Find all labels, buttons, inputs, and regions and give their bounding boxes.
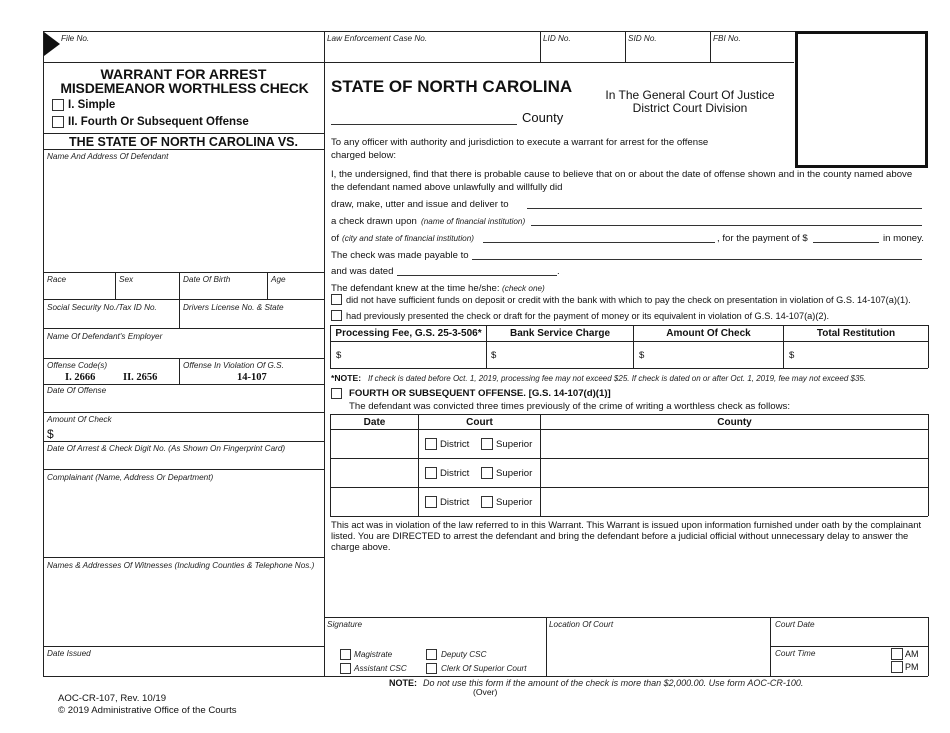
clerk-superior-checkbox[interactable] [426, 663, 437, 674]
fee-note-label: *NOTE: [331, 373, 362, 383]
offense-gs-label: Offense In Violation Of G.S. [183, 361, 284, 370]
date-offense-label: Date Of Offense [47, 386, 107, 395]
conv1-superior-checkbox[interactable] [481, 438, 493, 450]
magistrate-checkbox[interactable] [340, 649, 351, 660]
payment-text: , for the payment of $ [717, 233, 808, 244]
conv-header-court: Court [466, 417, 493, 428]
in-money-text: in money. [883, 233, 924, 244]
finding-line2: the defendant named above unlawfully and willfully did [331, 182, 563, 193]
check-one-hint: (check one) [502, 284, 545, 293]
court-line1: In The General Court Of Justice [605, 88, 775, 102]
pm-checkbox[interactable] [891, 661, 903, 673]
fourth-offense-label: II. Fourth Or Subsequent Offense [68, 116, 249, 128]
conv-header-date: Date [363, 417, 386, 428]
age-label: Age [271, 275, 286, 284]
name-address-label: Name And Address Of Defendant [47, 152, 169, 161]
dated-line[interactable] [397, 275, 557, 276]
offense-gs-value: 14-107 [237, 372, 267, 383]
fee-header-amount: Amount Of Check [666, 328, 751, 339]
of-text: of [331, 233, 340, 244]
fbi-no-label: FBI No. [713, 34, 741, 43]
lid-no-label: LID No. [543, 34, 571, 43]
conv1-district-checkbox[interactable] [425, 438, 437, 450]
court-line2: District Court Division [632, 101, 748, 115]
knew-text: The defendant knew at the time he/she: [331, 283, 500, 294]
county-label: County [522, 110, 564, 125]
fourth-offense-checkbox[interactable] [52, 116, 64, 128]
fee-total-value[interactable]: $ [789, 350, 795, 361]
copyright: © 2019 Administrative Office of the Courts [58, 705, 237, 716]
county-line[interactable] [331, 124, 517, 125]
conv3-superior-label: Superior [496, 497, 533, 508]
am-checkbox[interactable] [891, 648, 903, 660]
conv3-district-checkbox[interactable] [425, 496, 437, 508]
fee-processing-value[interactable]: $ [336, 350, 342, 361]
to-officer-line1: To any officer with authority and jurisdiction to execute a warrant for arrest for the offense [331, 137, 709, 148]
witnesses-label: Names & Addresses Of Witnesses (Including Counties & Telephone Nos.) [47, 561, 315, 570]
conv2-superior-label: Superior [496, 468, 533, 479]
presented-text: had previously presented the check or draft for the payment of money or its equivalent in violation of G.S. 14-107(a)(2). [346, 311, 830, 321]
form-id: AOC-CR-107, Rev. 10/19 [58, 693, 167, 704]
presented-checkbox[interactable] [331, 310, 342, 321]
conv3-district-label: District [440, 497, 470, 508]
court-time-label: Court Time [775, 649, 816, 658]
conv2-district-label: District [440, 468, 470, 479]
simple-checkbox[interactable] [52, 99, 64, 111]
fee-header-total: Total Restitution [816, 328, 896, 339]
finding-line1: I, the undersigned, find that there is probable cause to believe that on or about the date of offense shown and in the county named above [331, 169, 913, 180]
fourth-offense-title: FOURTH OR SUBSEQUENT OFFENSE. [G.S. 14-107(d)(1)] [349, 388, 611, 399]
state-heading: STATE OF NORTH CAROLINA [331, 77, 573, 96]
nsf-checkbox[interactable] [331, 294, 342, 305]
payable-line[interactable] [472, 259, 922, 260]
fee-header-processing: Processing Fee, G.S. 25-3-506* [335, 328, 482, 339]
offense-code-2: II. 2656 [123, 372, 158, 383]
dated-text: and was dated [331, 266, 394, 277]
le-case-no-label: Law Enforcement Case No. [327, 34, 428, 43]
closing-paragraph: This act was in violation of the law referred to in this Warrant. This Warrant is issued upon information furnished under oath by the complainant listed. You are DIRECTED to arrest the defendant and bring the defendant before a judicial official without unnecessary delay to answer the charge above. [331, 519, 922, 553]
fourth-offense-section-checkbox[interactable] [331, 388, 342, 399]
draw-text: draw, make, utter and issue and deliver to [331, 199, 509, 210]
city-state-line[interactable] [483, 242, 715, 243]
conv-header-county: County [717, 417, 752, 428]
pm-label: PM [905, 662, 919, 672]
amount-check-label: Amount Of Check [47, 415, 112, 424]
assistant-csc-checkbox[interactable] [340, 663, 351, 674]
deputy-csc-label: Deputy CSC [441, 650, 487, 659]
magistrate-label: Magistrate [354, 650, 393, 659]
arrest-date-label: Date Of Arrest & Check Digit No. (As Shown On Fingerprint Card) [47, 444, 286, 453]
race-label: Race [47, 275, 67, 284]
fin-inst-line[interactable] [531, 225, 922, 226]
sex-label: Sex [119, 275, 134, 284]
fee-header-bank: Bank Service Charge [509, 328, 611, 339]
date-issued-label: Date Issued [47, 649, 91, 658]
dated-period: . [557, 266, 560, 277]
payable-text: The check was made payable to [331, 250, 469, 261]
warrant-title-line2: MISDEMEANOR WORTHLESS CHECK [60, 80, 309, 96]
deputy-csc-checkbox[interactable] [426, 649, 437, 660]
warrant-title-line1: WARRANT FOR ARREST [100, 66, 267, 82]
payment-line[interactable] [813, 242, 879, 243]
state-vs-heading: THE STATE OF NORTH CAROLINA VS. [69, 135, 298, 149]
offense-codes-label: Offense Code(s) [47, 361, 108, 370]
file-no-label: File No. [61, 34, 90, 43]
city-state-hint: (city and state of financial institution) [342, 234, 474, 243]
fee-amount-value[interactable]: $ [639, 350, 645, 361]
offense-code-1: I. 2666 [65, 372, 96, 383]
nsf-text: did not have sufficient funds on deposit or credit with the bank with which to pay the check on presentation in violation of G.S. 14-107(a)(1). [346, 295, 911, 305]
court-date-label: Court Date [775, 620, 815, 629]
photo-box [795, 31, 928, 168]
complainant-label: Complainant (Name, Address Or Department) [47, 473, 214, 482]
fourth-offense-sub: The defendant was convicted three times previously of the crime of writing a worthless check as follows: [349, 401, 790, 412]
assistant-csc-label: Assistant CSC [354, 664, 407, 673]
dob-label: Date Of Birth [183, 275, 231, 284]
conv2-superior-checkbox[interactable] [481, 467, 493, 479]
footer-over: (Over) [473, 687, 498, 697]
dl-label: Drivers License No. & State [183, 303, 284, 312]
conv1-superior-label: Superior [496, 439, 533, 450]
clerk-superior-label: Clerk Of Superior Court [441, 664, 527, 673]
signature-label: Signature [327, 620, 363, 629]
footer-note-label: NOTE: [389, 678, 417, 688]
ssn-label: Social Security No./Tax ID No. [47, 303, 157, 312]
am-label: AM [905, 649, 919, 659]
footer-note-text: Do not use this form if the amount of the check is more than $2,000.00. Use form AOC-CR-100. [423, 678, 804, 688]
deliver-to-line[interactable] [527, 208, 922, 209]
fin-inst-hint: (name of financial institution) [421, 217, 526, 226]
check-drawn-text: a check drawn upon [331, 216, 417, 227]
simple-label: I. Simple [68, 99, 116, 111]
conv3-superior-checkbox[interactable] [481, 496, 493, 508]
corner-marker [44, 32, 60, 56]
to-officer-line2: charged below: [331, 150, 397, 161]
fee-bank-value[interactable]: $ [491, 350, 497, 361]
location-label: Location Of Court [549, 620, 614, 629]
conv1-district-label: District [440, 439, 470, 450]
conv2-district-checkbox[interactable] [425, 467, 437, 479]
amount-dollar: $ [47, 427, 54, 441]
employer-label: Name Of Defendant's Employer [47, 332, 163, 341]
sid-no-label: SID No. [628, 34, 657, 43]
fee-note-text: If check is dated before Oct. 1, 2019, processing fee may not exceed $25. If check is dated on or after Oct. 1, 2019, fee may not exceed $35. [368, 374, 867, 383]
